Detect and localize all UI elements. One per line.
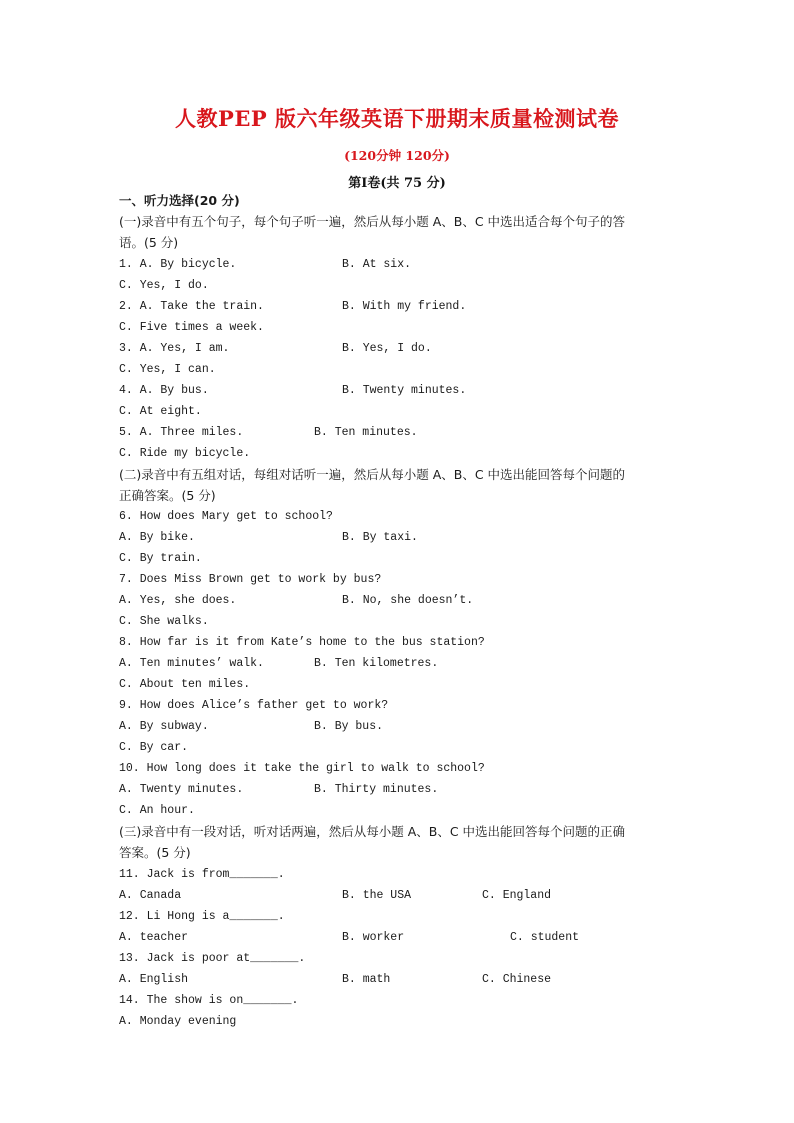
instruction-3-line-2: 答案。(5 分): [119, 845, 191, 860]
question-10-option-a: A. Twenty minutes.: [119, 783, 244, 796]
question-2-option-b: B. With my friend.: [342, 300, 467, 313]
question-3-option-b: B. Yes, I do.: [342, 342, 432, 355]
question-6-option-a: A. By bike.: [119, 531, 195, 544]
question-14-text: 14. The show is on_______.: [119, 994, 299, 1007]
question-13-option-c: C. Chinese: [482, 973, 552, 986]
question-12-option-b: B. worker: [342, 931, 405, 944]
question-9-option-b: B. By bus.: [314, 720, 384, 733]
question-7-option-c: C. She walks.: [119, 615, 209, 628]
part-heading: 第Ⅰ卷(共 75 分): [348, 176, 446, 191]
instruction-2-line-2: 正确答案。(5 分): [119, 488, 216, 503]
exam-duration-score: (120分钟 120分): [344, 148, 450, 163]
question-3-option-c: C. Yes, I can.: [119, 363, 216, 376]
question-4-option-b: B. Twenty minutes.: [342, 384, 467, 397]
question-13-option-b: B. math: [342, 973, 391, 986]
question-13-text: 13. Jack is poor at_______.: [119, 952, 306, 965]
instruction-1-line-1: (一)录音中有五个句子，每个句子听一遍，然后从每小题 A、B、C 中选出适合每个句子的答: [119, 214, 626, 229]
question-13-option-a: A. English: [119, 973, 189, 986]
question-6-option-c: C. By train.: [119, 552, 202, 565]
question-4-option-c: C. At eight.: [119, 405, 202, 418]
question-1-option-c: C. Yes, I do.: [119, 279, 209, 292]
question-7-option-a: A. Yes, she does.: [119, 594, 237, 607]
question-6-option-b: B. By taxi.: [342, 531, 418, 544]
question-7-option-b: B. No, she doesn’t.: [342, 594, 474, 607]
question-12-option-c: C. student: [510, 931, 580, 944]
exam-title: 人教PEP 版六年级英语下册期末质量检测试卷: [175, 106, 619, 131]
question-8-text: 8. How far is it from Kate’s home to the bus station?: [119, 636, 485, 649]
question-11-option-a: A. Canada: [119, 889, 182, 902]
question-8-option-c: C. About ten miles.: [119, 678, 251, 691]
question-5-option-a: 5. A. Three miles.: [119, 426, 244, 439]
question-11-option-c: C. England: [482, 889, 552, 902]
question-1-option-a: 1. A. By bicycle.: [119, 258, 237, 271]
instruction-1-line-2: 语。(5 分): [119, 235, 179, 250]
question-10-text: 10. How long does it take the girl to walk to school?: [119, 762, 485, 775]
question-7-text: 7. Does Miss Brown get to work by bus?: [119, 573, 382, 586]
question-9-option-c: C. By car.: [119, 741, 189, 754]
question-1-option-b: B. At six.: [342, 258, 412, 271]
question-12-option-a: A. teacher: [119, 931, 189, 944]
question-11-text: 11. Jack is from_______.: [119, 868, 285, 881]
question-8-option-a: A. Ten minutes’ walk.: [119, 657, 264, 670]
question-3-option-a: 3. A. Yes, I am.: [119, 342, 230, 355]
question-12-text: 12. Li Hong is a_______.: [119, 910, 285, 923]
question-11-option-b: B. the USA: [342, 889, 412, 902]
question-10-option-b: B. Thirty minutes.: [314, 783, 439, 796]
question-9-option-a: A. By subway.: [119, 720, 209, 733]
question-6-text: 6. How does Mary get to school?: [119, 510, 333, 523]
instruction-3-line-1: (三)录音中有一段对话，听对话两遍，然后从每小题 A、B、C 中选出能回答每个问题的正确: [119, 824, 626, 839]
question-10-option-c: C. An hour.: [119, 804, 195, 817]
section-heading: 一、听力选择(20 分): [119, 193, 240, 208]
question-2-option-c: C. Five times a week.: [119, 321, 264, 334]
question-4-option-a: 4. A. By bus.: [119, 384, 209, 397]
question-8-option-b: B. Ten kilometres.: [314, 657, 439, 670]
question-5-option-c: C. Ride my bicycle.: [119, 447, 251, 460]
question-2-option-a: 2. A. Take the train.: [119, 300, 264, 313]
question-9-text: 9. How does Alice’s father get to work?: [119, 699, 389, 712]
question-5-option-b: B. Ten minutes.: [314, 426, 418, 439]
question-14-option-a: A. Monday evening: [119, 1015, 237, 1028]
instruction-2-line-1: (二)录音中有五组对话，每组对话听一遍，然后从每小题 A、B、C 中选出能回答每个问题的: [119, 467, 626, 482]
